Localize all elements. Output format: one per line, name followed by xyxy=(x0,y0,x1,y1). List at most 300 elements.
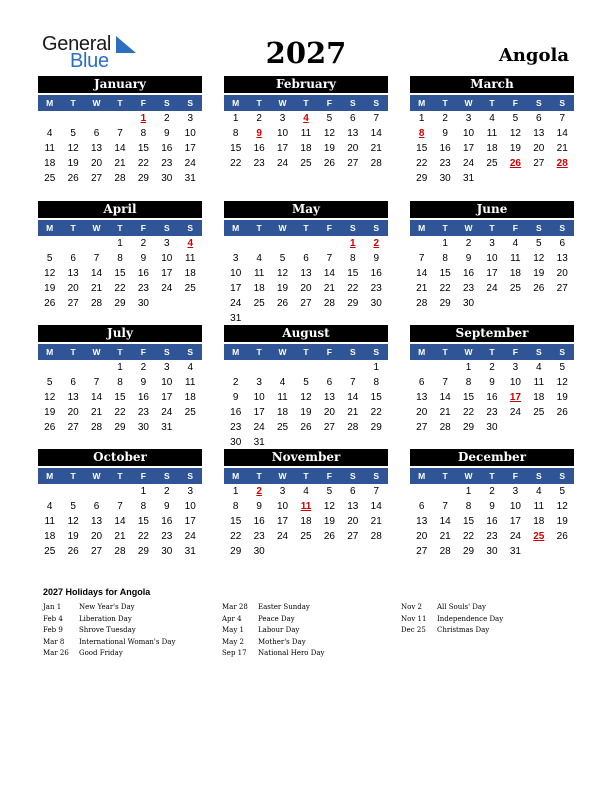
day-cell: 12 xyxy=(67,143,79,154)
weekday-label: W xyxy=(464,98,473,108)
day-cell: 19 xyxy=(509,143,521,154)
day-cell: 26 xyxy=(67,546,79,557)
day-cell: 11 xyxy=(533,377,545,388)
week-row xyxy=(224,141,388,156)
day-cell: 13 xyxy=(533,128,545,139)
day-cell: 11 xyxy=(533,501,545,512)
holiday-name: Good Friday xyxy=(79,649,123,657)
day-cell: 29 xyxy=(137,546,149,557)
weekday-label: W xyxy=(92,98,101,108)
day-cell: 26 xyxy=(533,283,545,294)
day-cell: 1 xyxy=(140,486,147,497)
weekday-header xyxy=(410,220,574,236)
day-cell: 8 xyxy=(117,253,123,264)
day-cell: 1 xyxy=(465,486,472,497)
day-cell: 28 xyxy=(416,298,428,309)
holiday-date: 1 xyxy=(140,113,147,124)
day-cell: 8 xyxy=(442,253,448,264)
day-cell: 26 xyxy=(67,173,79,184)
holiday-column xyxy=(401,602,503,637)
week-row xyxy=(224,251,388,266)
weekday-label: F xyxy=(512,223,518,233)
day-cell: 14 xyxy=(90,392,103,403)
day-cell: 10 xyxy=(276,128,289,139)
day-cell: 28 xyxy=(114,173,126,184)
day-cell: 17 xyxy=(509,516,521,527)
day-cell: 29 xyxy=(462,546,475,557)
day-cell: 30 xyxy=(486,546,498,557)
holiday-date: 4 xyxy=(187,238,194,249)
month-july xyxy=(38,325,202,435)
holiday-date-label: Nov 11 xyxy=(401,614,427,623)
day-cell: 30 xyxy=(462,298,475,309)
week-row xyxy=(410,296,574,311)
empty-day-cell xyxy=(85,484,108,499)
day-cell: 21 xyxy=(370,143,382,154)
empty-day-cell xyxy=(410,360,433,375)
weekday-label: T xyxy=(117,98,123,108)
day-cell: 25 xyxy=(276,422,289,433)
day-cell: 13 xyxy=(416,516,428,527)
day-cell: 24 xyxy=(230,298,242,309)
weekday-label: T xyxy=(303,98,309,108)
day-cell: 12 xyxy=(44,392,56,403)
day-cell: 29 xyxy=(370,422,382,433)
day-cell: 23 xyxy=(253,158,265,169)
day-cell: 13 xyxy=(416,392,428,403)
weekday-header xyxy=(224,95,388,111)
day-cell: 3 xyxy=(187,486,194,497)
logo-general-text: General xyxy=(42,33,112,55)
holiday-name: Liberation Day xyxy=(79,614,132,623)
day-cell: 21 xyxy=(114,531,126,542)
weekday-label: T xyxy=(303,347,309,357)
day-cell: 20 xyxy=(300,283,312,294)
day-cell: 2 xyxy=(489,362,495,373)
day-cell: 31 xyxy=(253,437,265,448)
day-cell: 3 xyxy=(512,362,519,373)
holiday-name: Labour Day xyxy=(258,626,300,634)
weekday-label: T xyxy=(489,347,495,357)
day-cell: 29 xyxy=(114,298,126,309)
weekday-label: S xyxy=(373,98,380,108)
day-cell: 17 xyxy=(462,143,475,154)
weekday-label: T xyxy=(117,471,123,481)
holiday-date-label: Feb 9 xyxy=(43,626,63,634)
day-cell: 15 xyxy=(462,392,475,403)
day-cell: 11 xyxy=(185,253,196,264)
day-cell: 28 xyxy=(90,422,103,433)
day-cell: 1 xyxy=(117,362,123,373)
holiday-name: Peace Day xyxy=(258,614,295,623)
weekday-label: M xyxy=(418,98,426,108)
day-cell: 10 xyxy=(253,392,265,403)
day-cell: 22 xyxy=(114,407,126,418)
day-cell: 15 xyxy=(114,268,126,279)
day-cell: 27 xyxy=(67,422,79,433)
weekday-label: S xyxy=(373,223,380,233)
week-row xyxy=(224,405,388,420)
day-cell: 18 xyxy=(184,392,196,403)
week-row xyxy=(224,266,388,281)
week-row xyxy=(224,420,388,435)
day-cell: 17 xyxy=(276,143,289,154)
day-cell: 21 xyxy=(347,407,359,418)
day-cell: 9 xyxy=(442,128,448,139)
month-title: January xyxy=(38,76,202,93)
day-cell: 10 xyxy=(184,128,196,139)
day-cell: 26 xyxy=(300,422,312,433)
day-cell: 27 xyxy=(90,546,103,557)
day-cell: 7 xyxy=(117,128,123,139)
day-cell: 14 xyxy=(439,516,451,527)
holiday-item xyxy=(43,625,175,637)
weekday-label: M xyxy=(232,471,240,481)
day-cell: 12 xyxy=(300,392,312,403)
day-cell: 29 xyxy=(462,422,475,433)
month-november xyxy=(224,449,388,559)
weekday-label: T xyxy=(256,98,262,108)
day-cell: 2 xyxy=(442,113,448,124)
week-row xyxy=(38,484,202,499)
empty-day-cell xyxy=(271,236,294,251)
holiday-name: National Hero Day xyxy=(258,649,325,657)
day-cell: 27 xyxy=(67,298,79,309)
week-row xyxy=(224,360,388,375)
day-cell: 14 xyxy=(556,128,568,139)
day-cell: 15 xyxy=(230,516,242,527)
week-row xyxy=(410,111,574,126)
day-cell: 12 xyxy=(323,501,335,512)
day-cell: 27 xyxy=(90,173,103,184)
day-cell: 25 xyxy=(300,158,312,169)
holiday-item xyxy=(43,614,175,626)
day-cell: 10 xyxy=(161,253,173,264)
day-cell: 21 xyxy=(323,283,335,294)
weekday-label: T xyxy=(256,223,262,233)
day-cell: 27 xyxy=(300,298,312,309)
weekday-label: W xyxy=(464,471,473,481)
day-cell: 6 xyxy=(350,486,356,497)
weekday-label: S xyxy=(349,471,356,481)
weekday-label: W xyxy=(464,223,473,233)
day-cell: 25 xyxy=(300,531,312,542)
weekday-label: S xyxy=(187,347,194,357)
day-cell: 3 xyxy=(232,253,239,264)
day-cell: 23 xyxy=(439,158,451,169)
week-row xyxy=(410,251,574,266)
day-cell: 9 xyxy=(256,501,262,512)
weekday-label: S xyxy=(535,223,542,233)
weekday-label: T xyxy=(256,471,262,481)
day-cell: 1 xyxy=(442,238,448,249)
holiday-date: 17 xyxy=(509,392,521,403)
day-cell: 27 xyxy=(533,158,545,169)
holidays-title: 2027 Holidays for Angola xyxy=(43,587,151,597)
week-row xyxy=(38,499,202,514)
holiday-item xyxy=(222,648,324,660)
day-cell: 7 xyxy=(373,486,380,497)
holiday-name: Shrove Tuesday xyxy=(79,626,136,634)
day-cell: 23 xyxy=(137,407,149,418)
day-cell: 25 xyxy=(44,546,56,557)
empty-day-cell xyxy=(108,111,131,126)
weekday-label: S xyxy=(535,471,542,481)
day-cell: 21 xyxy=(90,283,103,294)
week-row xyxy=(410,544,574,559)
weekday-label: F xyxy=(512,98,518,108)
day-cell: 14 xyxy=(416,268,428,279)
holiday-name: All Souls' Day xyxy=(437,603,486,611)
day-cell: 20 xyxy=(323,407,335,418)
day-cell: 19 xyxy=(67,158,79,169)
month-march xyxy=(410,76,574,186)
week-row xyxy=(38,514,202,529)
day-cell: 10 xyxy=(276,501,289,512)
holiday-item xyxy=(222,625,324,637)
weekday-label: S xyxy=(163,223,170,233)
day-cell: 10 xyxy=(486,253,498,264)
day-cell: 3 xyxy=(489,238,495,249)
day-cell: 18 xyxy=(300,516,312,527)
empty-day-cell xyxy=(294,236,317,251)
day-cell: 24 xyxy=(184,158,196,169)
weekday-header xyxy=(224,344,388,360)
weekday-label: F xyxy=(326,98,332,108)
holiday-name: Easter Sunday xyxy=(258,603,310,611)
weekday-label: F xyxy=(326,471,332,481)
day-cell: 19 xyxy=(300,407,312,418)
day-cell: 10 xyxy=(184,501,196,512)
week-row xyxy=(224,529,388,544)
day-cell: 23 xyxy=(462,283,475,294)
weekday-label: W xyxy=(278,347,287,357)
month-title: October xyxy=(38,449,202,466)
weekday-label: S xyxy=(163,347,170,357)
holiday-date-label: Mar 8 xyxy=(43,637,65,646)
day-cell: 4 xyxy=(279,377,286,388)
empty-day-cell xyxy=(85,360,108,375)
weekday-label: T xyxy=(70,98,76,108)
day-cell: 7 xyxy=(442,377,448,388)
weekday-label: T xyxy=(442,223,448,233)
holiday-date-label: Jan 1 xyxy=(43,603,62,611)
day-cell: 8 xyxy=(350,253,356,264)
weekday-label: S xyxy=(559,471,566,481)
day-cell: 19 xyxy=(67,531,79,542)
day-cell: 4 xyxy=(46,501,53,512)
weekday-header xyxy=(38,344,202,360)
weekday-label: W xyxy=(278,471,287,481)
weekday-header xyxy=(410,95,574,111)
day-cell: 27 xyxy=(347,531,359,542)
weekday-label: T xyxy=(442,347,448,357)
weekday-label: F xyxy=(326,223,332,233)
empty-day-cell xyxy=(318,236,341,251)
day-cell: 22 xyxy=(370,407,382,418)
holiday-date-label: May 1 xyxy=(222,626,244,634)
day-cell: 16 xyxy=(253,516,265,527)
day-cell: 22 xyxy=(230,531,242,542)
week-row xyxy=(38,420,202,435)
weekday-label: W xyxy=(92,223,101,233)
day-cell: 8 xyxy=(232,128,239,139)
weekday-label: S xyxy=(349,347,356,357)
day-cell: 23 xyxy=(370,283,382,294)
day-cell: 21 xyxy=(90,407,103,418)
day-cell: 5 xyxy=(70,501,76,512)
day-cell: 7 xyxy=(559,113,566,124)
day-cell: 4 xyxy=(536,486,542,497)
day-cell: 3 xyxy=(512,486,519,497)
day-cell: 16 xyxy=(161,516,173,527)
week-row xyxy=(224,484,388,499)
day-cell: 5 xyxy=(46,377,53,388)
day-cell: 14 xyxy=(114,143,126,154)
weekday-header xyxy=(224,220,388,236)
day-cell: 20 xyxy=(90,531,103,542)
day-cell: 17 xyxy=(230,283,242,294)
day-cell: 10 xyxy=(509,377,521,388)
holiday-date-label: Mar 26 xyxy=(43,649,69,657)
week-row xyxy=(38,171,202,186)
day-cell: 25 xyxy=(184,283,196,294)
day-cell: 12 xyxy=(323,128,335,139)
day-cell: 24 xyxy=(253,422,265,433)
day-cell: 28 xyxy=(439,546,451,557)
day-cell: 22 xyxy=(230,158,242,169)
day-cell: 8 xyxy=(373,377,380,388)
holiday-date: 4 xyxy=(303,113,309,124)
day-cell: 19 xyxy=(323,516,335,527)
month-april xyxy=(38,201,202,311)
day-cell: 7 xyxy=(117,501,123,512)
day-cell: 2 xyxy=(489,486,495,497)
week-row xyxy=(410,484,574,499)
week-row xyxy=(38,266,202,281)
holiday-item xyxy=(43,648,175,660)
holiday-date: 9 xyxy=(256,128,262,139)
day-cell: 9 xyxy=(232,392,239,403)
day-cell: 15 xyxy=(439,268,451,279)
month-title: November xyxy=(224,449,388,466)
holiday-date: 1 xyxy=(350,238,356,249)
day-cell: 24 xyxy=(184,531,196,542)
weekday-label: S xyxy=(163,471,170,481)
holiday-date-label: Sep 17 xyxy=(222,649,247,657)
empty-day-cell xyxy=(38,484,61,499)
day-cell: 8 xyxy=(232,501,239,512)
page-title-year: 2027 xyxy=(265,36,347,70)
day-cell: 15 xyxy=(462,516,475,527)
weekday-label: F xyxy=(512,347,518,357)
day-cell: 16 xyxy=(230,407,242,418)
country-name: Angola xyxy=(498,45,569,66)
day-cell: 22 xyxy=(416,158,428,169)
day-cell: 19 xyxy=(556,392,568,403)
day-cell: 26 xyxy=(276,298,289,309)
day-cell: 6 xyxy=(326,377,333,388)
day-cell: 3 xyxy=(279,113,286,124)
day-cell: 3 xyxy=(256,377,262,388)
weekday-label: T xyxy=(303,471,309,481)
day-cell: 30 xyxy=(137,298,149,309)
day-cell: 19 xyxy=(556,516,568,527)
week-row xyxy=(224,390,388,405)
day-cell: 18 xyxy=(44,158,56,169)
day-cell: 7 xyxy=(93,253,100,264)
day-cell: 12 xyxy=(533,253,545,264)
day-cell: 13 xyxy=(347,501,359,512)
day-cell: 8 xyxy=(140,128,147,139)
month-february xyxy=(224,76,388,171)
day-cell: 25 xyxy=(486,158,498,169)
week-row xyxy=(38,156,202,171)
day-cell: 19 xyxy=(44,407,56,418)
day-cell: 28 xyxy=(90,298,103,309)
weekday-label: F xyxy=(140,223,146,233)
week-row xyxy=(224,311,388,326)
day-cell: 9 xyxy=(465,253,472,264)
week-row xyxy=(38,141,202,156)
day-cell: 19 xyxy=(276,283,289,294)
day-cell: 27 xyxy=(416,546,428,557)
day-cell: 14 xyxy=(323,268,335,279)
day-cell: 3 xyxy=(164,362,170,373)
holiday-date-label: Mar 28 xyxy=(222,603,248,611)
day-cell: 26 xyxy=(556,531,568,542)
day-cell: 29 xyxy=(416,173,428,184)
day-cell: 13 xyxy=(300,268,312,279)
weekday-label: T xyxy=(256,347,262,357)
day-cell: 26 xyxy=(44,298,56,309)
holiday-date: 11 xyxy=(300,501,312,512)
day-cell: 5 xyxy=(559,362,566,373)
day-cell: 5 xyxy=(512,113,519,124)
week-row xyxy=(224,544,388,559)
week-row xyxy=(38,529,202,544)
day-cell: 22 xyxy=(137,531,149,542)
holiday-date-label: Feb 4 xyxy=(43,614,63,623)
weekday-label: M xyxy=(418,471,426,481)
day-cell: 2 xyxy=(140,238,147,249)
day-cell: 18 xyxy=(253,283,265,294)
day-cell: 26 xyxy=(323,531,335,542)
holiday-name: Independence Day xyxy=(437,614,504,623)
day-cell: 15 xyxy=(137,143,149,154)
logo-blue-text: Blue xyxy=(70,50,109,72)
weekday-header xyxy=(38,468,202,484)
day-cell: 16 xyxy=(486,392,498,403)
holiday-date: 25 xyxy=(533,531,545,542)
day-cell: 9 xyxy=(140,253,147,264)
day-cell: 29 xyxy=(137,173,149,184)
day-cell: 11 xyxy=(510,253,521,264)
empty-day-cell xyxy=(318,360,341,375)
empty-day-cell xyxy=(61,236,84,251)
day-cell: 31 xyxy=(509,546,521,557)
day-cell: 4 xyxy=(46,128,53,139)
day-cell: 20 xyxy=(347,516,359,527)
weekday-label: S xyxy=(373,347,380,357)
holiday-item xyxy=(401,614,503,626)
weekday-label: T xyxy=(117,223,123,233)
day-cell: 17 xyxy=(161,268,173,279)
weekday-label: M xyxy=(232,223,240,233)
month-title: August xyxy=(224,325,388,342)
day-cell: 18 xyxy=(276,407,289,418)
day-cell: 5 xyxy=(559,486,566,497)
